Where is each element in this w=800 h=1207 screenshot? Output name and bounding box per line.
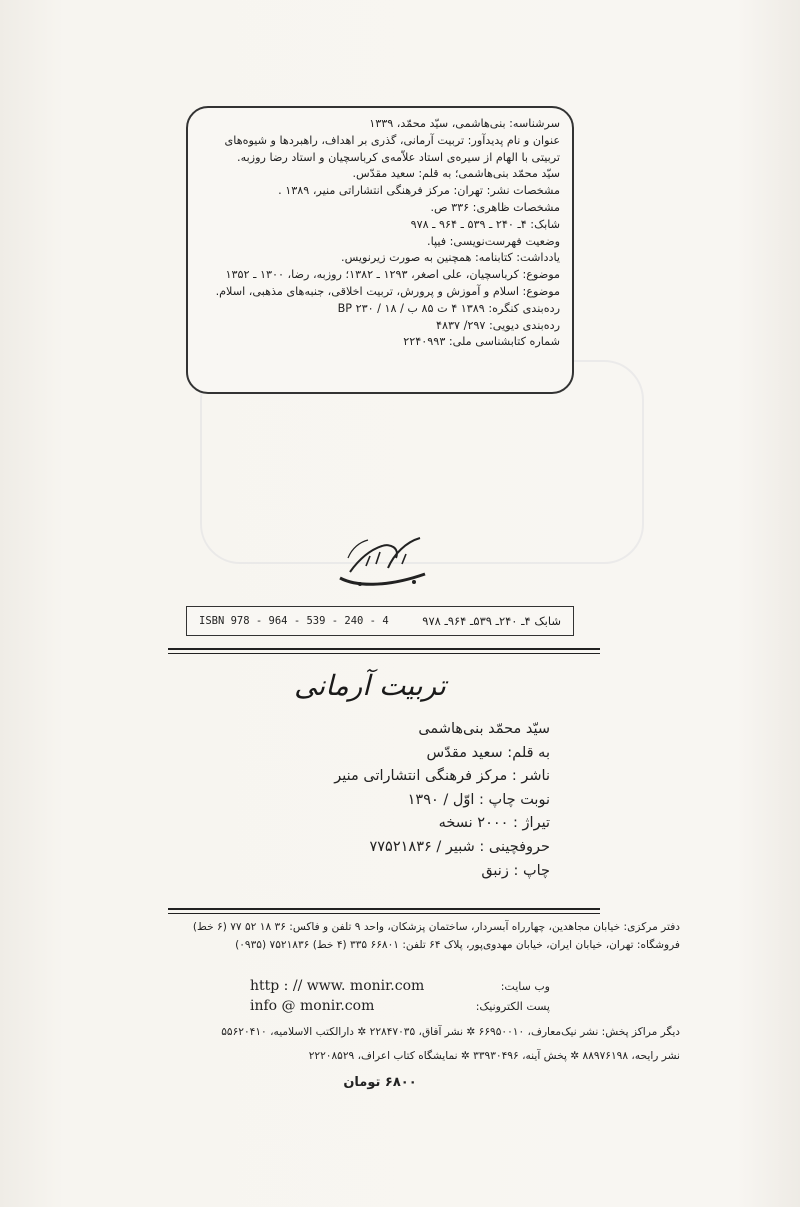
store-address: فروشگاه: تهران، خیابان ایران، خیابان مهدوی‌پور، پلاک ۶۴ تلفن: ۶۶۸۰۱ ۳۳۵ (۴ خط) ۷۵۲۱۸۳۶ (۰۹۳۵) xyxy=(235,939,680,951)
credit-printing: چاپ : زنبق xyxy=(481,862,550,879)
credit-edition: نوبت چاپ : اوّل / ۱۳۹۰ xyxy=(407,791,550,808)
divider-bottom xyxy=(168,908,600,910)
cip-line: موضوع: کرباسچیان، علی اصغر، ۱۲۹۳ ـ ۱۳۸۲؛ روزبه، رضا، ۱۳۰۰ ـ ۱۳۵۲ xyxy=(225,268,560,282)
distribution-centers xyxy=(130,1020,680,1068)
cip-line: رده‌بندی دیویی: ۲۹۷/ ۴۸۳۷ xyxy=(436,318,560,332)
book-credits xyxy=(220,718,550,883)
cip-line: سرشناسه: بنی‌هاشمی، سیّد محمّد، ۱۳۳۹ xyxy=(369,117,560,130)
book-title: تربیت آرمانی xyxy=(294,669,446,702)
divider-bottom-thin xyxy=(168,913,600,914)
monir-calligraphy-logo-icon xyxy=(330,528,440,594)
cip-line: موضوع: اسلام و آموزش و پرورش، تربیت اخلاقی، جنبه‌های مذهبی، اسلام. xyxy=(215,284,560,298)
email-row xyxy=(250,996,550,1016)
isbn-persian: شابک ۴ـ ۲۴۰ـ ۵۳۹ـ ۹۶۴ـ ۹۷۸ xyxy=(422,614,561,628)
website-row xyxy=(250,976,550,996)
contact-info xyxy=(130,918,680,954)
cip-line: مشخصات ظاهری: ۳۳۶ ص. xyxy=(430,200,560,214)
credit-typesetting: حروفچینی : شبیر / ۷۷۵۲۱۸۳۶ xyxy=(369,838,550,855)
cip-line: مشخصات نشر: تهران: مرکز فرهنگی انتشاراتی منیر، ۱۳۸۹ . xyxy=(278,184,560,198)
distribution-row: نشر رایحه، ۸۸۹۷۶۱۹۸ ✲ پخش آینه، ۳۳۹۳۰۴۹۶ ✲ نمایشگاه کتاب اعراف، ۲۲۲۰۸۵۲۹ xyxy=(308,1050,680,1062)
cip-line: تربیتی با الهام از سیره‌ی استاد علاّمه‌ی کرباسچیان و استاد رضا روزبه. xyxy=(237,150,560,164)
cip-line: وضعیت فهرست‌نویسی: فیپا. xyxy=(427,234,560,248)
cip-catalog-box xyxy=(186,106,574,394)
email-label: پست الکترونیک: xyxy=(475,999,550,1013)
website-label: وب سایت: xyxy=(500,979,550,993)
cip-line: رده‌بندی کنگره: ۱۳۸۹ ۴ ت ۸۵ ب / ۱۸ / BP ۲۳۰ xyxy=(337,301,560,315)
cip-line: شابک: ۴ـ ۲۴۰ ـ ۵۳۹ ـ ۹۶۴ ـ ۹۷۸ xyxy=(410,217,560,231)
credit-publisher: ناشر : مرکز فرهنگی انتشاراتی منیر xyxy=(334,768,550,785)
cip-line: سیّد محمّد بنی‌هاشمی؛ به قلم: سعید مقدّس. xyxy=(352,167,560,181)
price-label: ۶۸۰۰ تومان xyxy=(343,1075,417,1090)
isbn-box xyxy=(186,606,574,636)
isbn-latin: ISBN 978 - 964 - 539 - 240 - 4 xyxy=(199,615,389,627)
office-address: دفتر مرکزی: خیابان مجاهدین، چهارراه آبسردار، ساختمان پزشکان، واحد ۹ تلفن و فاکس: ۳۶ ۱۸ ۵۲ ۷۷ (۶ خط) xyxy=(192,921,680,933)
email-link[interactable]: info @ monir.com xyxy=(250,998,375,1014)
cip-line: عنوان و نام پدیدآور: تربیت آرمانی، گذری بر اهداف، راهبردها و شیوه‌های xyxy=(224,133,560,147)
cip-line: شماره کتابشناسی ملی: ۲۲۴۰۹۹۳ xyxy=(403,335,560,349)
credit-writer: به قلم: سعید مقدّس xyxy=(426,744,550,761)
website-link[interactable]: http : // www. monir.com xyxy=(250,978,425,994)
divider-top xyxy=(168,648,600,650)
credit-print-run: تیراژ : ۲۰۰۰ نسخه xyxy=(438,815,550,832)
distribution-row: دیگر مراکز پخش: نشر نیک‌معارف، ۶۶۹۵۰۰۱۰ ✲ نشر آفاق، ۲۲۸۴۷۰۳۵ ✲ دارالکتب الاسلامیه، ۵۵۶۲۰۴۱۰ xyxy=(221,1026,680,1038)
divider-top-thin xyxy=(168,653,600,654)
credit-author: سیّد محمّد بنی‌هاشمی xyxy=(418,721,550,737)
cip-line: یادداشت: کتابنامه: همچنین به صورت زیرنویس. xyxy=(341,251,560,265)
